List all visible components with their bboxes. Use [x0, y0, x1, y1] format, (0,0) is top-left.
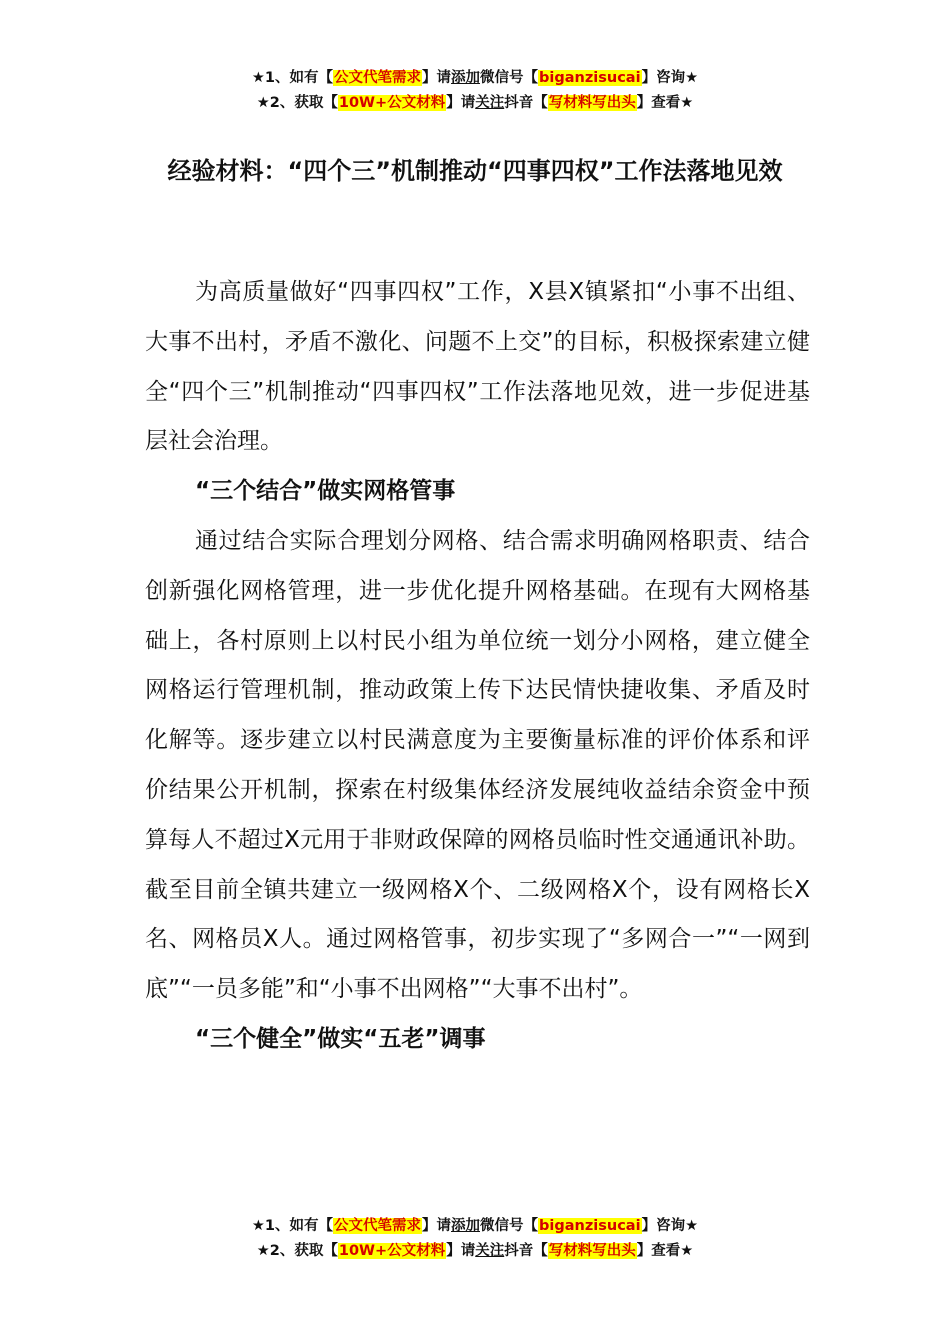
banner-line-2: ★2、获取【10W+公文材料】请关注抖音【写材料写出头】查看★ — [256, 95, 694, 111]
wechat-id: biganzisucai — [539, 1218, 641, 1234]
intro-paragraph: 为高质量做好“四事四权”工作，X县X镇紧扣“小事不出组、大事不出村，矛盾不激化、问题不上交”的目标，积极探索建立健全“四个三”机制推动“四事四权”工作法落地见效，进一步促进基层社会治理。 — [145, 279, 810, 455]
section-heading-1: “三个结合”做实网格管事 — [195, 478, 456, 505]
footer-banner — [0, 1214, 950, 1264]
highlight-text: 10W+公文材料 — [338, 95, 446, 111]
document-title: 经验材料：“四个三”机制推动“四事四权”工作法落地见效 — [167, 157, 783, 185]
highlight-text: 公文代笔需求 — [334, 70, 422, 86]
header-banner — [0, 66, 950, 116]
highlight-text: 公文代笔需求 — [334, 1218, 422, 1234]
wechat-id: biganzisucai — [539, 70, 641, 86]
douyin-account: 写材料写出头 — [548, 95, 636, 111]
banner-line-1: ★1、如有【公文代笔需求】请添加微信号【biganzisucai】咨询★ — [251, 70, 699, 86]
banner-line-1: ★1、如有【公文代笔需求】请添加微信号【biganzisucai】咨询★ — [251, 1218, 699, 1234]
section-paragraph-1: 通过结合实际合理划分网格、结合需求明确网格职责、结合创新强化网格管理，进一步优化提升网格基础。在现有大网格基础上，各村原则上以村民小组为单位统一划分小网格，建立健全网格运行管理机制，推动政策上传下达民情快捷收集、矛盾及时化解等。逐步建立以村民满意度为主要衡量标准的评价体系和评价结果公开机制，探索在村级集体经济发展纯收益结余资金中预算每人不超过X元用于非财政保障的网格员临时性交通通讯补助。截至目前全镇共建立一级网格X个、二级网格X个，设有网格长X名、网格员X人。通过网格管事，初步实现了“多网合一”“一网到底”“一员多能”和“小事不出网格”“大事不出村”。 — [145, 527, 810, 1003]
document-body — [145, 268, 810, 1065]
section-heading-2: “三个健全”做实“五老”调事 — [195, 1025, 486, 1052]
highlight-text: 10W+公文材料 — [338, 1243, 446, 1259]
douyin-account: 写材料写出头 — [548, 1243, 636, 1259]
banner-line-2: ★2、获取【10W+公文材料】请关注抖音【写材料写出头】查看★ — [256, 1243, 694, 1259]
